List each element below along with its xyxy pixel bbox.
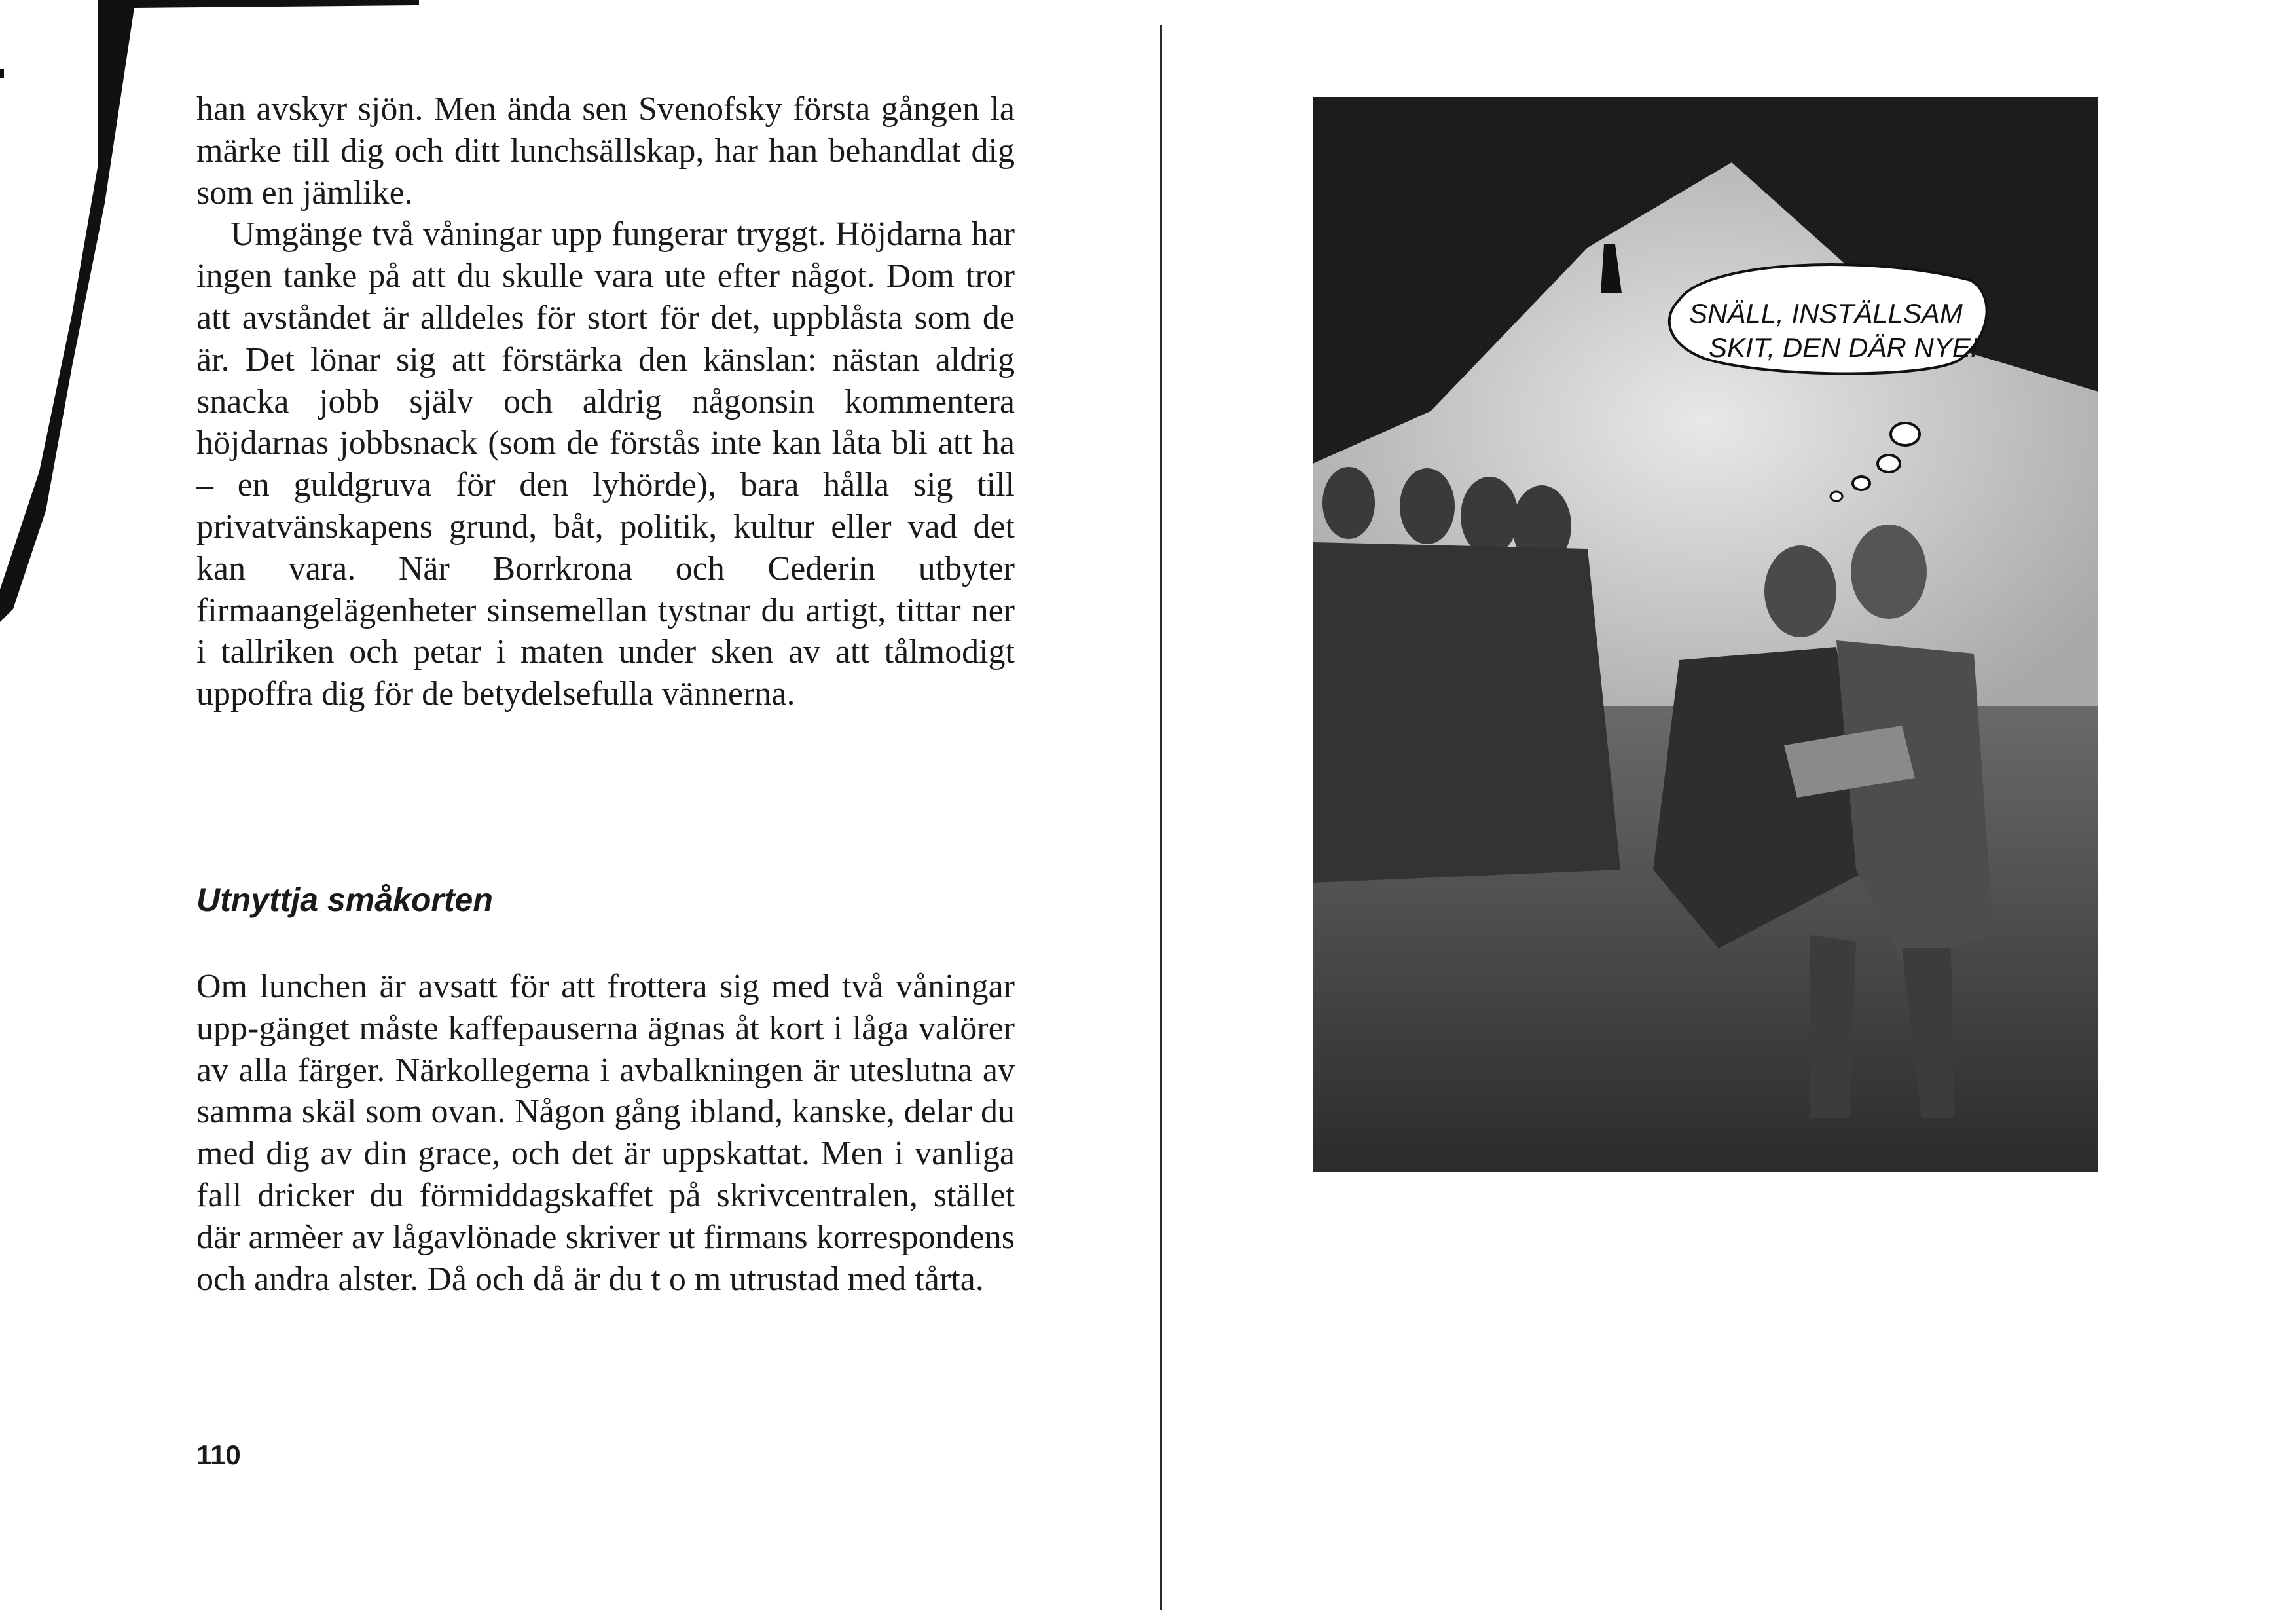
thought-bubble-line-1: SNÄLL, INSTÄLLSAM [1689, 298, 1963, 329]
comic-illustration [1313, 97, 2098, 1172]
thought-dot-small [1853, 477, 1870, 490]
left-page [196, 88, 1015, 715]
book-spine [1160, 25, 1162, 1610]
paragraph-3: Om lunchen är avsatt för att frottera sig med två våningar upp-gänget måste kaffepauserna ägnas åt kort i låga valörer av alla färger. Närkollegerna i avbalkningen är uteslutna av samma skäl som ovan. Någon gång ibland, kanske, delar du med dig av din grace, och det är uppskattat. Men i vanliga fall dricker du förmiddagskaffet på skrivcentralen, stället där armèer av lågavlönade skriver ut firmans korrespondens och andra alster. Då och då är du t o m utrustad med tårta. [196, 968, 1015, 1298]
paragraph-2: Umgänge två våningar upp fungerar tryggt. Höjdarna har ingen tanke på att du skulle vara ute efter något. Dom tror att avståndet är alldeles för stort för det, uppblåsta som de är. Det lönar sig att förstärka den känslan: nästan aldrig snacka jobb själv och aldrig någonsin kommentera höjdarnas jobbsnack (som de förstås inte kan låta bli att ha – en guldgruva för den lyhörde), bara hålla sig till privatvänskapens grund, båt, politik, kultur eller vad det kan vara. När Borrkrona och Cederin utbyter firmaangelägenheter sinsemellan tystnar du artigt, tittar ner i tallriken och petar i maten under sken av att tålmodigt uppoffra dig för de betydelsefulla vännerna. [196, 215, 1015, 713]
thought-bubble-line-2: SKIT, DEN DÄR NYE! [1709, 332, 1978, 363]
paragraph-1: han avskyr sjön. Men ända sen Svenofsky första gången la märke till dig och ditt lunchsällskap, har han behandlat dig som en jämlike. [196, 90, 1015, 212]
section-heading: Utnyttja småkorten [196, 881, 493, 918]
thought-dot-tiny [1831, 492, 1842, 501]
page-number: 110 [196, 1439, 241, 1470]
thought-dot-large [1891, 423, 1920, 445]
paragraph-3-container [196, 966, 1015, 1300]
thought-dot-medium [1878, 455, 1900, 472]
